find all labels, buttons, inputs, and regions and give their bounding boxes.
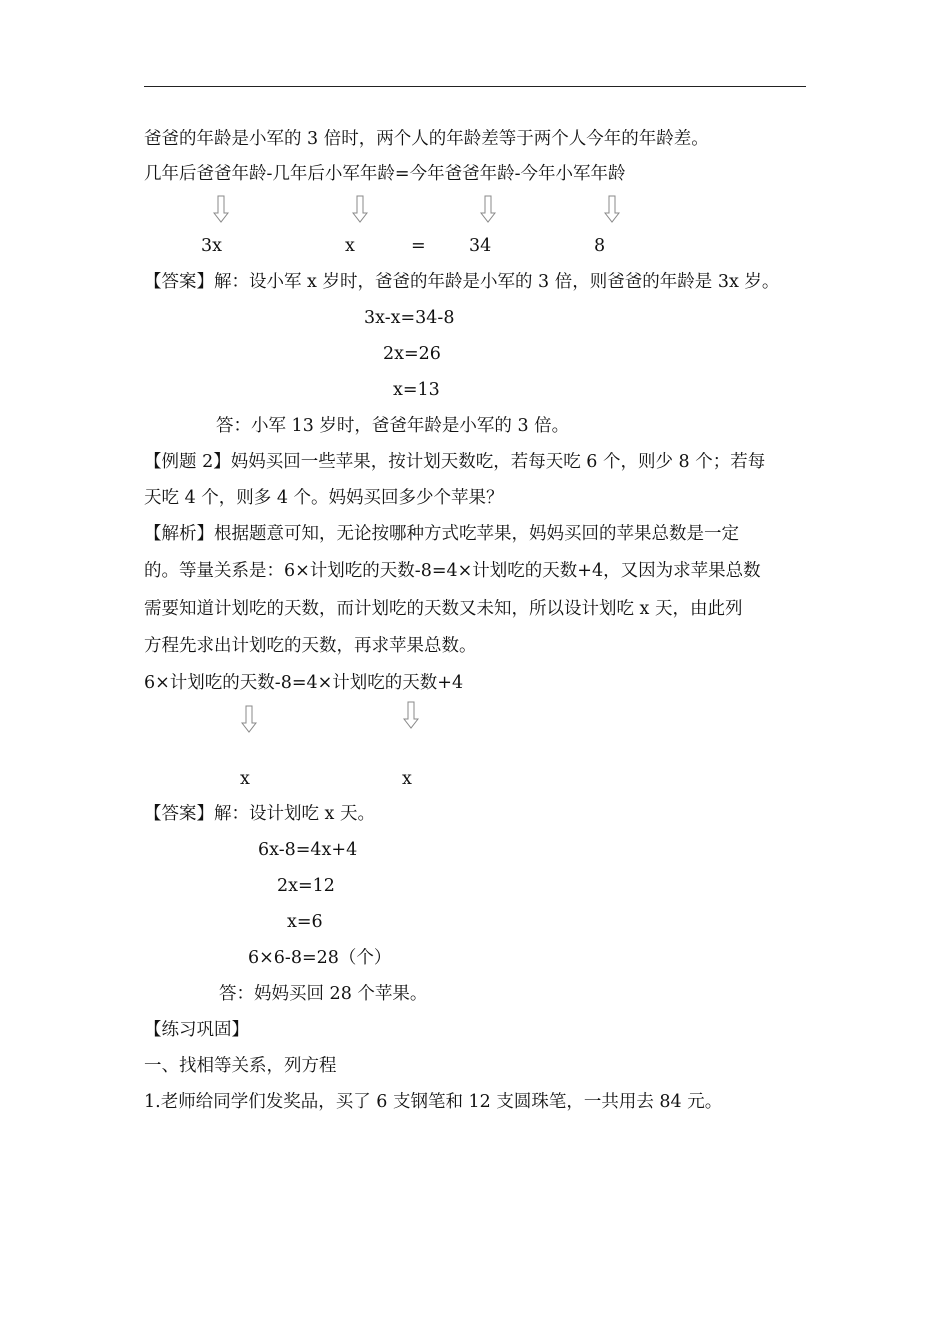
solution-2-step-2: 2x=12 xyxy=(277,876,335,896)
answer-2-conclusion: 答：妈妈买回 28 个苹果。 xyxy=(219,984,428,1004)
analysis-line-1: 【解析】根据题意可知，无论按哪种方式吃苹果，妈妈买回的苹果总数是一定 xyxy=(144,524,739,544)
solution-2-step-3: x=6 xyxy=(287,912,323,932)
equation-2: 6×计划吃的天数-8=4×计划吃的天数+4 xyxy=(144,673,464,693)
down-arrow-icon xyxy=(604,195,620,223)
answer-2: 【答案】解：设计划吃 x 天。 xyxy=(144,804,375,824)
down-arrow-icon xyxy=(403,701,419,729)
analysis-line-2: 的。等量关系是：6×计划吃的天数-8=4×计划吃的天数+4，又因为求苹果总数 xyxy=(144,561,761,581)
eq2-term-x-left: x xyxy=(240,769,250,789)
eq-term-8: 8 xyxy=(594,236,606,256)
solution-1-step-1: 3x-x=34-8 xyxy=(364,308,455,328)
example-2-line-1: 【例题 2】妈妈买回一些苹果，按计划天数吃，若每天吃 6 个，则少 8 个；若每 xyxy=(144,452,766,472)
header-rule xyxy=(144,86,806,87)
eq-term-3x: 3x xyxy=(201,236,223,256)
eq2-term-x-right: x xyxy=(402,769,412,789)
question-1: 1.老师给同学们发奖品，买了 6 支钢笔和 12 支圆珠笔，一共用去 84 元。 xyxy=(144,1092,723,1112)
solution-2-step-4: 6×6-8=28（个） xyxy=(248,948,392,968)
down-arrow-icon xyxy=(241,705,257,733)
down-arrow-icon xyxy=(480,195,496,223)
eq-equals: = xyxy=(411,236,426,256)
eq-term-x: x xyxy=(345,236,355,256)
answer-1: 【答案】解：设小军 x 岁时，爸爸的年龄是小军的 3 倍，则爸爸的年龄是 3x 岁。 xyxy=(144,272,780,292)
down-arrow-icon xyxy=(213,195,229,223)
section-1-heading: 一、找相等关系，列方程 xyxy=(144,1056,337,1076)
eq-term-34: 34 xyxy=(469,236,492,256)
text-line-2: 几年后爸爸年龄-几年后小军年龄=今年爸爸年龄-今年小军年龄 xyxy=(144,164,626,184)
analysis-line-3: 需要知道计划吃的天数，而计划吃的天数又未知，所以设计划吃 x 天，由此列 xyxy=(144,599,743,619)
answer-1-conclusion: 答：小军 13 岁时，爸爸年龄是小军的 3 倍。 xyxy=(216,416,570,436)
example-2-line-2: 天吃 4 个，则多 4 个。妈妈买回多少个苹果？ xyxy=(144,488,504,508)
solution-2-step-1: 6x-8=4x+4 xyxy=(258,840,358,860)
text-line-1: 爸爸的年龄是小军的 3 倍时，两个人的年龄差等于两个人今年的年龄差。 xyxy=(144,129,709,149)
down-arrow-icon xyxy=(352,195,368,223)
solution-1-step-2: 2x=26 xyxy=(383,344,441,364)
analysis-line-4: 方程先求出计划吃的天数，再求苹果总数。 xyxy=(144,636,477,656)
practice-heading: 【练习巩固】 xyxy=(144,1020,249,1040)
solution-1-step-3: x=13 xyxy=(393,380,440,400)
